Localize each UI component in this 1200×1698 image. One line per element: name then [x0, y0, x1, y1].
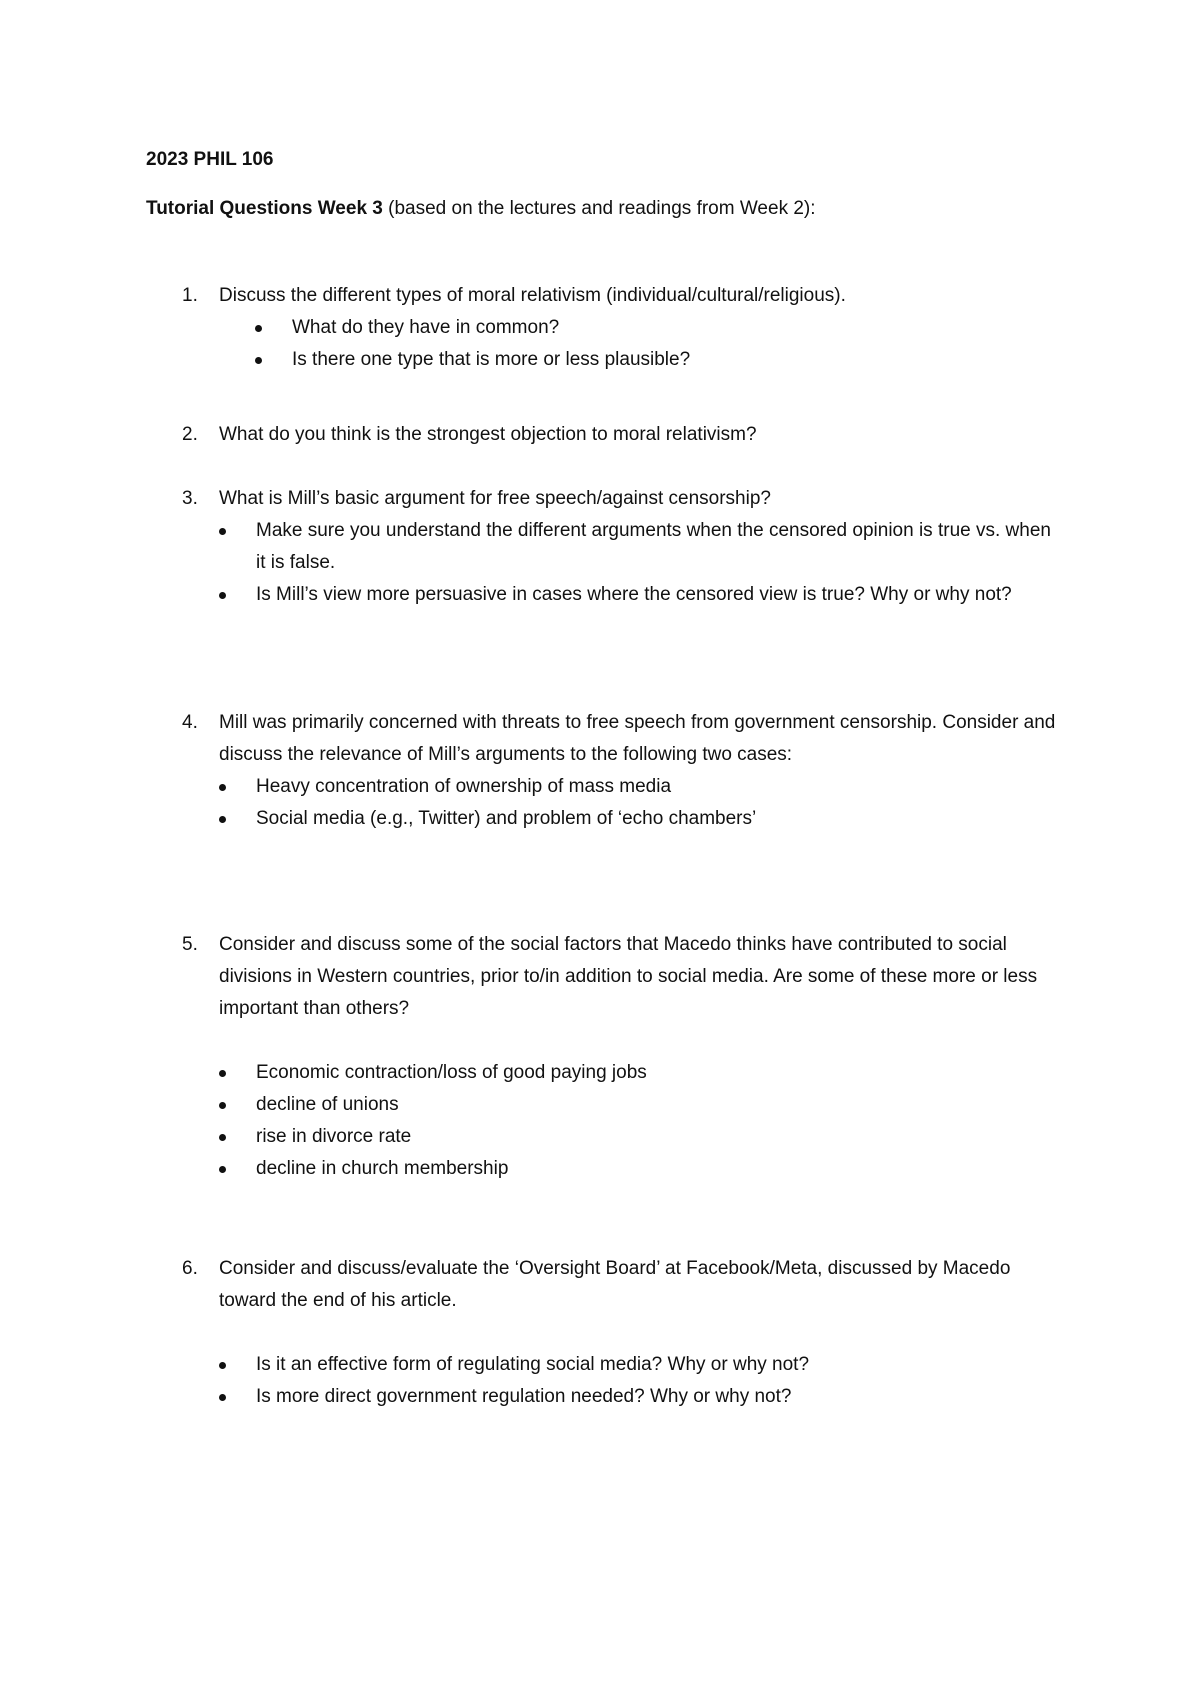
subtitle-bold: Tutorial Questions Week 3 [146, 198, 383, 219]
bullet-text: Is it an effective form of regulating social media? Why or why not? [256, 1354, 810, 1375]
question-number: 2. [182, 424, 198, 445]
bullet-list [182, 1349, 1062, 1413]
question-text: What do you think is the strongest objection to moral relativism? [219, 424, 757, 445]
bullet-icon [219, 1362, 226, 1369]
bullet-icon [219, 816, 226, 823]
question-4 [182, 707, 1062, 835]
list-item [182, 771, 1062, 803]
question-number: 6. [182, 1258, 198, 1279]
bullet-icon [219, 1134, 226, 1141]
bullet-icon [219, 592, 226, 599]
bullet-icon [219, 1166, 226, 1173]
list-item [182, 1153, 1062, 1185]
question-text: Mill was primarily concerned with threats to free speech from government censorship. Consider and discuss the relevance of Mill’s arguments to the following two cases: [219, 712, 1056, 765]
question-text: Consider and discuss some of the social factors that Macedo thinks have contributed to social divisions in Western countries, prior to/in addition to social media. Are some of these more or less important than others? [219, 934, 1038, 1019]
list-item [182, 1057, 1062, 1089]
bullet-text: decline in church membership [256, 1158, 509, 1179]
bullet-text: Make sure you understand the different arguments when the censored opinion is true vs. when it is false. [256, 520, 1051, 573]
question-6 [182, 1253, 1062, 1413]
bullet-text: rise in divorce rate [256, 1126, 412, 1147]
subtitle-rest: (based on the lectures and readings from Week 2): [382, 198, 816, 219]
bullet-text: Heavy concentration of ownership of mass media [256, 776, 672, 797]
question-number: 1. [182, 285, 198, 306]
question-text: Consider and discuss/evaluate the ‘Oversight Board’ at Facebook/Meta, discussed by Macedo toward the end of his article. [219, 1258, 1011, 1311]
bullet-icon [219, 1070, 226, 1077]
question-number: 5. [182, 934, 198, 955]
question-2 [182, 419, 1062, 451]
list-item [182, 803, 1062, 835]
bullet-icon [255, 357, 262, 364]
bullet-list [182, 771, 1062, 835]
bullet-list [182, 1057, 1062, 1185]
bullet-text: Is Mill’s view more persuasive in cases where the censored view is true? Why or why not? [256, 584, 1012, 605]
bullet-icon [219, 528, 226, 535]
question-number: 3. [182, 488, 198, 509]
list-item [182, 344, 1062, 376]
bullet-text: Is there one type that is more or less plausible? [292, 349, 691, 370]
list-item [182, 1121, 1062, 1153]
bullet-text: Is more direct government regulation needed? Why or why not? [256, 1386, 792, 1407]
bullet-text: What do they have in common? [292, 317, 560, 338]
tutorial-subtitle [146, 198, 816, 220]
bullet-icon [219, 1102, 226, 1109]
question-text: What is Mill’s basic argument for free speech/against censorship? [219, 488, 771, 509]
bullet-text: Social media (e.g., Twitter) and problem of ‘echo chambers’ [256, 808, 757, 829]
list-item [182, 312, 1062, 344]
question-number: 4. [182, 712, 198, 733]
bullet-icon [219, 784, 226, 791]
list-item [182, 1381, 1062, 1413]
bullet-icon [255, 325, 262, 332]
list-item [182, 579, 1062, 611]
question-1 [182, 280, 1062, 376]
list-item [182, 515, 1062, 579]
question-5 [182, 929, 1062, 1185]
question-3 [182, 483, 1062, 611]
bullet-list [182, 312, 1062, 376]
bullet-list [182, 515, 1062, 611]
bullet-text: decline of unions [256, 1094, 399, 1115]
question-text: Discuss the different types of moral relativism (individual/cultural/religious). [219, 285, 846, 306]
bullet-text: Economic contraction/loss of good paying jobs [256, 1062, 647, 1083]
list-item [182, 1349, 1062, 1381]
course-title: 2023 PHIL 106 [146, 149, 274, 170]
list-item [182, 1089, 1062, 1121]
bullet-icon [219, 1394, 226, 1401]
